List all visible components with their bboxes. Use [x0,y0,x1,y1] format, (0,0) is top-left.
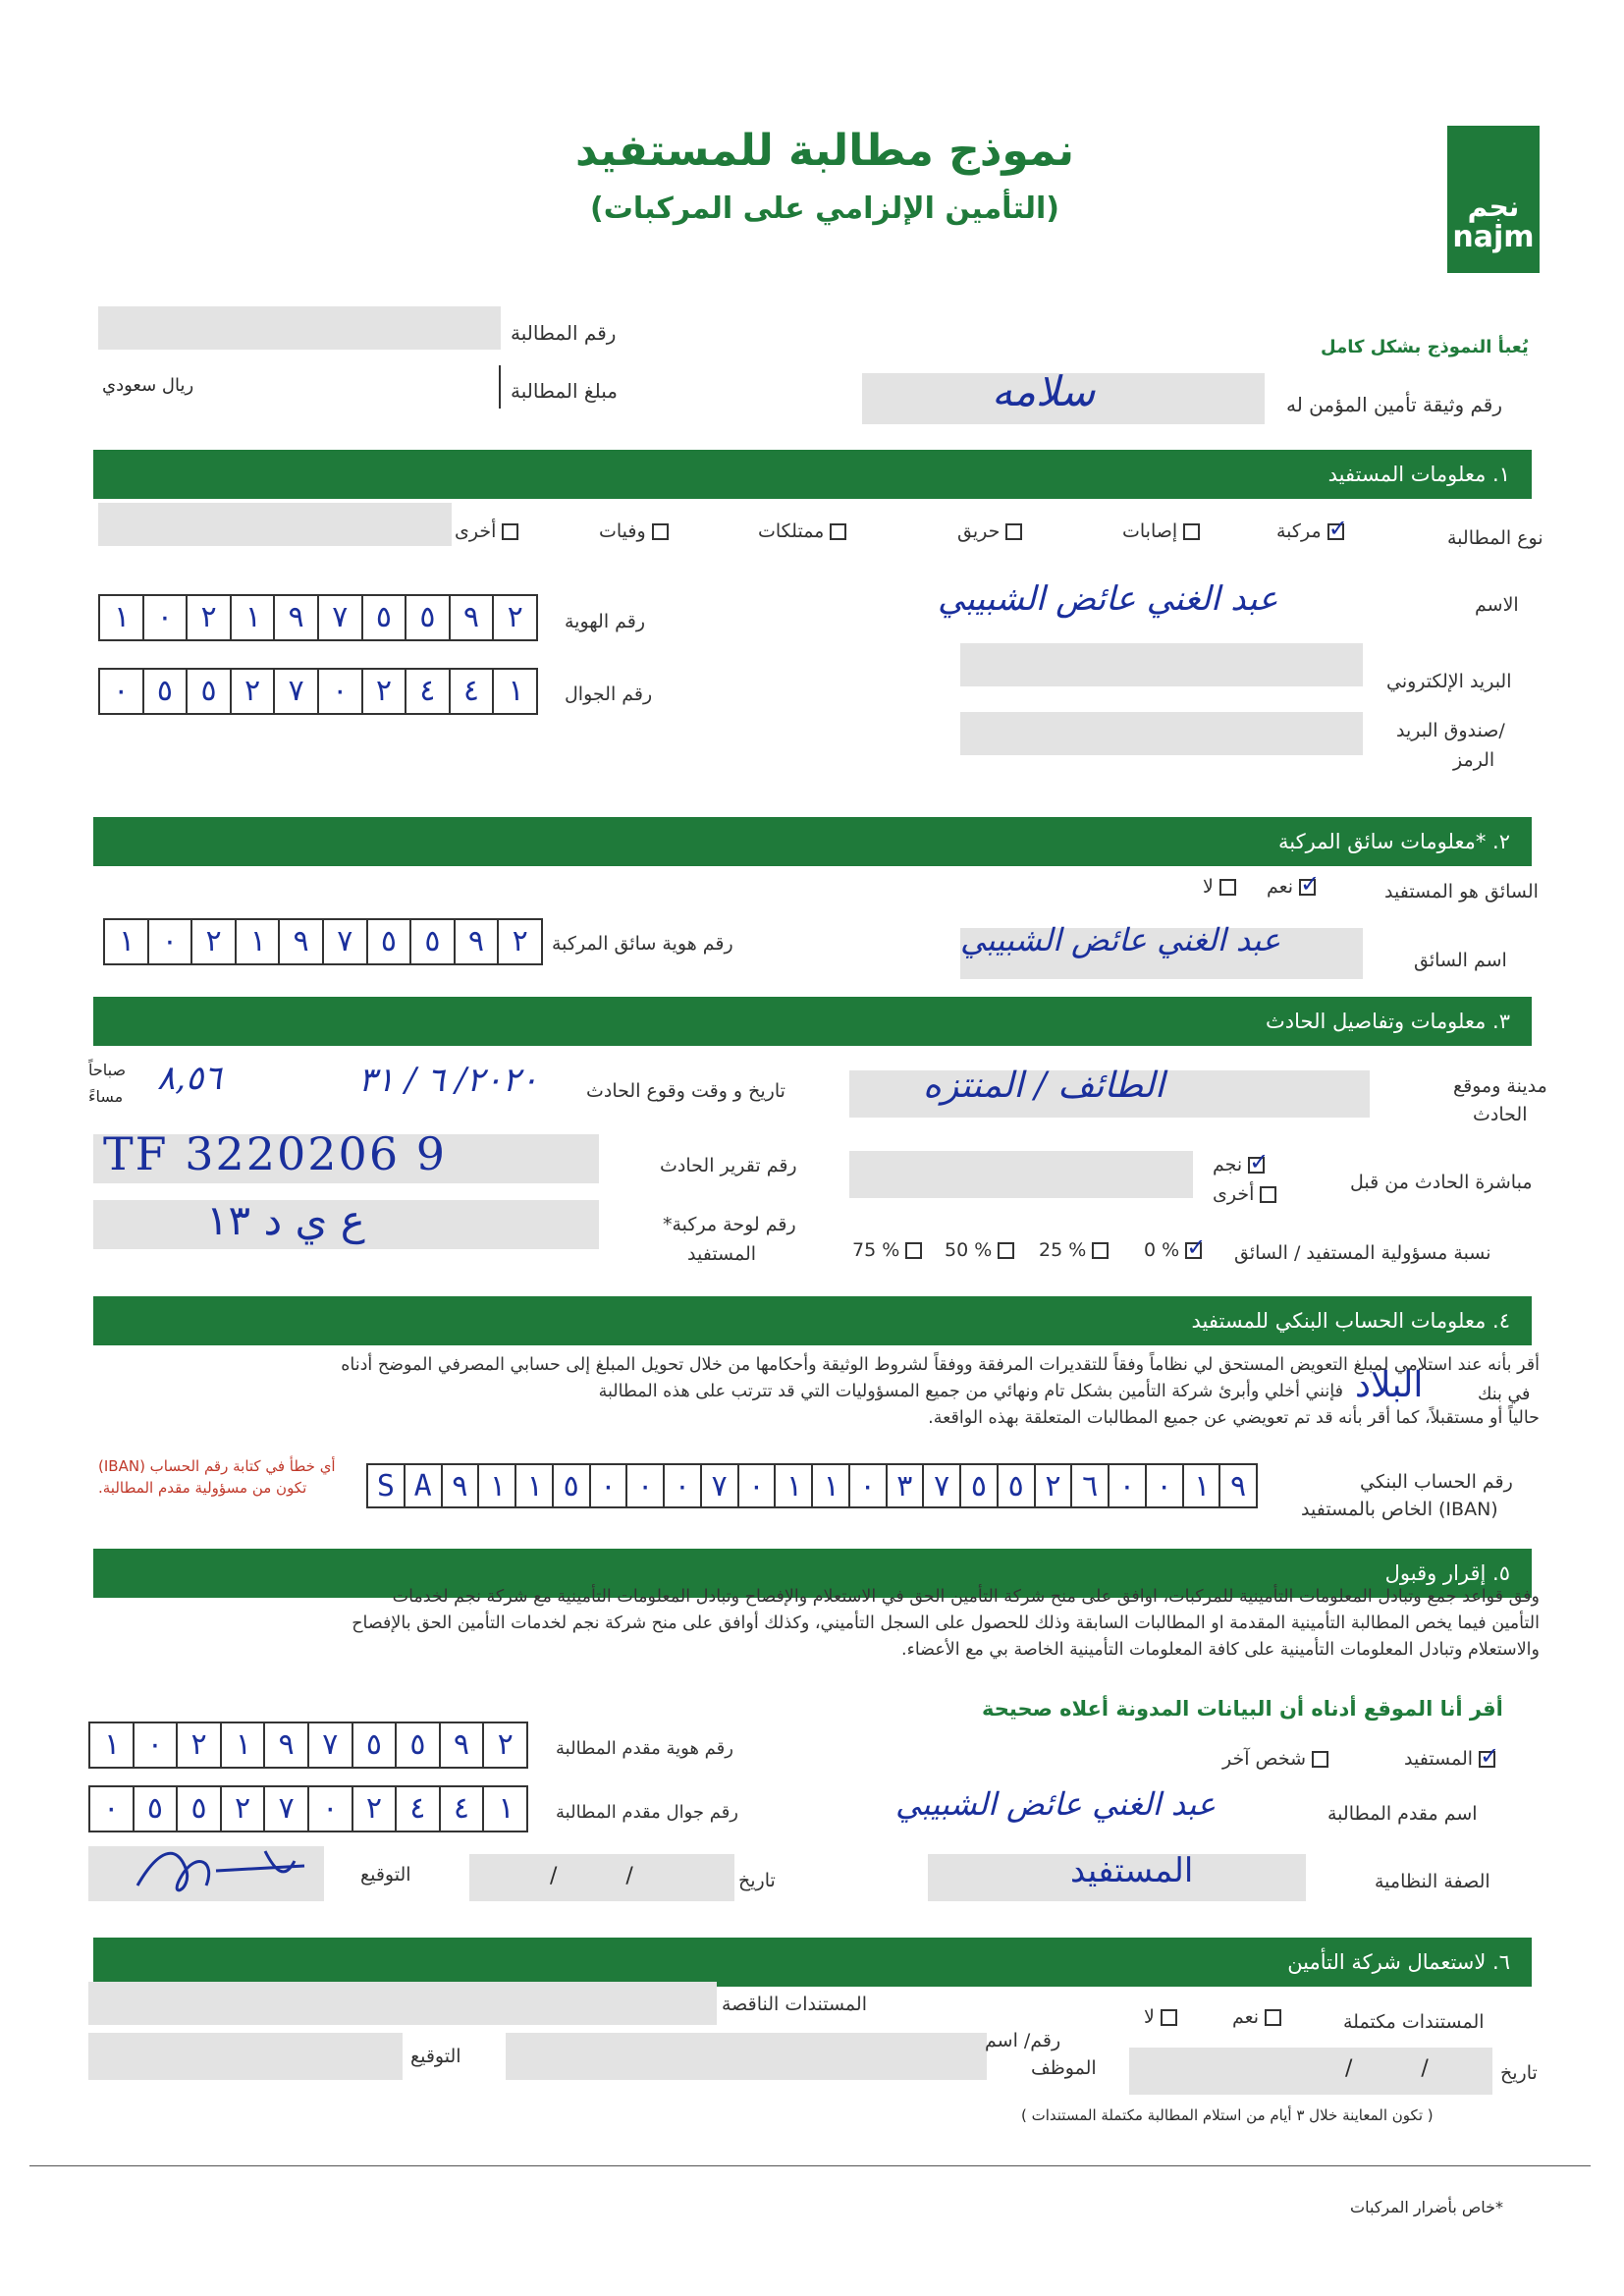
applicant-id-digit-cell[interactable]: ٢ [176,1723,220,1767]
driver-id-digit-cell[interactable]: ٢ [190,920,235,963]
iban-char-cell[interactable]: ٠ [625,1465,663,1506]
declarant-beneficiary-checkbox[interactable] [1479,1751,1495,1768]
pobox-field[interactable] [960,712,1363,755]
accident-city-value: الطائف / المنتزه [923,1066,1165,1106]
iban-char-cell[interactable]: ١ [774,1465,811,1506]
driver-id-label: رقم هوية سائق المركبة [552,933,733,955]
driver-yes-option[interactable] [1267,876,1316,898]
iban-char-cell[interactable]: ٠ [1108,1465,1145,1506]
insurer-signature-label: التوقيع [410,2046,461,2067]
checkbox-other[interactable] [502,523,518,540]
docs-no-label: لا [1144,2006,1155,2028]
consent-line2: التأمين فيما يخص المطالبة التأمينية المقدمة او المطالبات السابقة وذلك للحصول على السجل التأميني، وكذلك أوافق على منح شركة نجم لخدمات التأمين الحق بالإفصاح [352,1613,1540,1633]
claim-type-fire-label: حريق [957,520,1001,542]
report-number-value: TF 3220206 9 [103,1127,447,1180]
mobile-digit-cell[interactable]: ٠ [317,670,361,713]
iban-char-cell[interactable]: ٠ [1145,1465,1182,1506]
iban-warning2: تكون من مسؤولية مقدم المطالبة. [98,1479,307,1497]
accident-date-value: ٢٠٢٠/ ٦ / ٣١ [358,1061,539,1100]
driver-id-digit-cell[interactable]: ٩ [454,920,498,963]
driver-name-value: عبد الغني عائض الشبيبي [960,921,1281,958]
applicant-mobile-boxes[interactable] [88,1785,528,1832]
footer-divider [29,2165,1591,2166]
mobile-digit-cell[interactable]: ٠ [112,674,131,708]
applicant-date-slashes: / / [550,1864,633,1888]
mobile-digit-cell[interactable]: ٢ [230,670,274,713]
iban-warning1: أي خطأ في كتابة رقم الحساب (IBAN) [98,1457,336,1475]
iban-char-cell[interactable]: ٧ [700,1465,737,1506]
email-field[interactable] [960,643,1363,686]
declarant-other-checkbox[interactable] [1312,1751,1328,1768]
liability-25-checkbox[interactable] [1092,1242,1109,1259]
applicant-date-label: تاريخ [738,1870,776,1891]
checkbox-deaths[interactable] [652,523,669,540]
applicant-id-digit-cell[interactable]: ٩ [263,1723,307,1767]
liability-75-checkbox[interactable] [905,1242,922,1259]
handled-najm-label: نجم [1213,1154,1243,1175]
applicant-mobile-digit-cell[interactable]: ٠ [307,1787,352,1831]
claim-amount-box[interactable] [98,365,501,409]
page-subtitle: (التأمين الإلزامي على المركبات) [590,191,1059,226]
consent-line3: والاستعلام وتبادل المعلومات التأمينية على كافة المعلومات التأمينية الخاصة بي مع الأعضاء. [901,1640,1540,1660]
docs-no-option[interactable] [1144,2006,1177,2028]
section1-header: ١. معلومات المستفيد [93,450,1532,499]
iban-char-cell[interactable]: ٩ [1218,1465,1256,1506]
iban-label2: الخاص بالمستفيد (IBAN) [1301,1499,1498,1520]
iban-char-cell[interactable]: ٦ [1070,1465,1108,1506]
applicant-mobile-digit-cell[interactable]: ٧ [263,1787,307,1831]
handled-other-checkbox[interactable] [1260,1186,1276,1203]
page-title: نموذج مطالبة للمستفيد [574,126,1075,176]
driver-yes-checkbox[interactable] [1299,879,1316,896]
name-value: عبد الغني عائض الشبيبي [938,579,1278,619]
applicant-mobile-digit-cell[interactable]: ٠ [102,1791,121,1826]
applicant-mobile-digit-cell[interactable]: ٥ [176,1787,220,1831]
insurer-date-label: تاريخ [1500,2062,1538,2084]
declarant-other-option[interactable] [1222,1748,1328,1770]
email-label: البريد الإلكتروني [1386,671,1512,692]
claim-type-deaths-label: وفيات [599,520,646,542]
claim-amount-label: مبلغ المطالبة [511,379,618,403]
driver-yes-label: نعم [1267,876,1294,898]
bank-declaration-line3: فإنني أخلي وأبرئ شركة التأمين بشكل تام ونهائي من جميع المسؤوليات التي قد تترتب على هذه المطالبة [598,1382,1343,1401]
pm-label: مساءً [88,1087,124,1106]
applicant-mobile-digit-cell[interactable]: ١ [482,1787,526,1831]
iban-char-cell[interactable]: ٠ [663,1465,700,1506]
logo-latin-text: najm [1452,220,1535,254]
iban-label1: رقم الحساب البنكي [1360,1471,1513,1493]
mobile-digit-cell[interactable]: ٥ [186,670,230,713]
national-id-label: رقم الهوية [565,611,646,632]
claim-number-field[interactable] [98,306,501,350]
claim-type-label: نوع المطالبة [1447,527,1543,549]
claim-type-vehicle[interactable] [1276,520,1344,542]
national-id-boxes[interactable] [98,594,538,641]
instruction-text: يُعبأ النموذج بشكل كامل [1321,337,1529,357]
claim-type-property[interactable] [758,520,846,542]
driver-id-digit-cell[interactable]: ٧ [322,920,366,963]
footer-note: *خاص بأضرار المركبات [1350,2198,1503,2216]
applicant-id-digit-cell[interactable]: ١ [102,1727,121,1762]
accident-city-label1: مدينة وموقع [1453,1075,1547,1097]
applicant-signature-mark [128,1831,314,1914]
declaration-heading: أقر أنا الموقع أدناه أن البيانات المدونة أعلاه صحيحة [982,1697,1503,1721]
applicant-signature-label: التوقيع [360,1864,411,1886]
applicant-id-digit-cell[interactable]: ٥ [395,1723,439,1767]
declarant-beneficiary-label: المستفيد [1404,1748,1474,1770]
claim-type-other-field[interactable] [98,503,452,546]
applicant-mobile-label: رقم جوال مقدم المطالبة [556,1802,738,1823]
applicant-id-label: رقم هوية مقدم المطالبة [556,1738,733,1759]
iban-char-cell[interactable]: ٢ [1034,1465,1071,1506]
insurer-date-field[interactable] [1129,2048,1492,2095]
driver-no-checkbox[interactable] [1219,879,1236,896]
id-digit-cell[interactable]: ٥ [361,596,406,639]
mobile-boxes[interactable] [98,668,538,715]
bank-name-value: البلاد [1355,1365,1424,1405]
bank-declaration-line4: حالياً أو مستقبلاً، كما أقر بأنه قد تم تعويضي عن جميع المطالبات المتعلقة بهذه الواقعة. [928,1408,1540,1428]
applicant-id-boxes[interactable] [88,1722,528,1769]
driver-id-digit-cell[interactable]: ٥ [409,920,454,963]
iban-char-cell[interactable]: ٥ [552,1465,589,1506]
iban-char-cell[interactable]: S [376,1469,395,1503]
am-label: صباحاً [88,1061,127,1079]
id-digit-cell[interactable]: ٠ [142,596,187,639]
docs-yes-checkbox[interactable] [1265,2009,1281,2026]
id-digit-cell[interactable]: ٩ [449,596,493,639]
docs-no-checkbox[interactable] [1161,2009,1177,2026]
claim-number-label: رقم المطالبة [511,321,617,345]
driver-id-digit-cell[interactable]: ١ [235,920,279,963]
driver-is-beneficiary-label: السائق هو المستفيد [1384,881,1539,902]
consent-line1: وفق قواعد جمع وتبادل المعلومات التأمينية للمركبات، اوافق على منح شركة التأمين الحق في الاستعلام والإفصاح وتبادل المعلومات التأمينية مع شركة نجم لخدمات [392,1587,1540,1607]
liability-50-option[interactable] [945,1239,1014,1261]
logo-arabic-text: نجم [1467,191,1520,223]
applicant-id-digit-cell[interactable]: ٩ [439,1723,483,1767]
liability-25-option[interactable] [1039,1239,1109,1261]
handled-najm-option[interactable] [1213,1154,1265,1175]
name-label: الاسم [1475,594,1519,616]
section3-header: ٣. معلومات وتفاصيل الحادث [93,997,1532,1046]
employee-label1: رقم/ اسم [985,2030,1061,2051]
id-digit-cell[interactable]: ٥ [405,596,449,639]
employee-label2: الموظف [1031,2057,1097,2079]
mobile-digit-cell[interactable]: ١ [492,670,536,713]
claim-type-vehicle-label: مركبة [1276,520,1322,542]
najm-logo [1447,126,1540,273]
driver-id-digit-cell[interactable]: ٠ [147,920,191,963]
applicant-id-digit-cell[interactable]: ٥ [352,1723,396,1767]
handled-other-option[interactable] [1213,1183,1276,1205]
applicant-mobile-digit-cell[interactable]: ٤ [395,1787,439,1831]
applicant-id-digit-cell[interactable]: ٧ [307,1723,352,1767]
applicant-name-label: اسم مقدم المطالبة [1327,1803,1478,1825]
driver-no-label: لا [1203,876,1214,898]
iban-char-cell[interactable]: ١ [514,1465,552,1506]
liability-label: نسبة مسؤولية المستفيد / السائق [1234,1242,1491,1264]
accident-time-value: ٨,٥٦ [157,1059,222,1098]
plate-label2: المستفيد [687,1243,757,1265]
docs-complete-label: المستندات مكتملة [1343,2011,1485,2033]
iban-char-cell[interactable]: ٣ [886,1465,923,1506]
policy-number-value: سلامه [992,367,1096,415]
accident-datetime-label: تاريخ و وقت وقوع الحادث [586,1080,785,1102]
mobile-digit-cell[interactable]: ٢ [361,670,406,713]
declarant-other-label: شخص آخر [1222,1748,1307,1770]
section5-header: ٥. إقرار وقبول [93,1549,1532,1598]
handled-by-field[interactable] [849,1151,1193,1198]
insurer-signature-field[interactable] [88,2033,403,2080]
missing-docs-field[interactable] [88,1982,717,2025]
iban-char-cell[interactable]: ٥ [997,1465,1034,1506]
id-digit-cell[interactable]: ١ [230,596,274,639]
claim-type-other-label: أخرى [455,520,497,542]
id-digit-cell[interactable]: ٧ [317,596,361,639]
liability-50-label: 50 % [945,1239,993,1261]
claim-type-other[interactable] [455,520,518,542]
driver-id-digit-cell[interactable]: ٩ [278,920,322,963]
iban-char-cell[interactable]: ١ [811,1465,848,1506]
id-digit-cell[interactable]: ١ [112,600,131,634]
claim-type-property-label: ممتلكات [758,520,825,542]
id-digit-cell[interactable]: ٢ [492,596,536,639]
checkbox-fire[interactable] [1005,523,1022,540]
iban-char-cell[interactable]: ٧ [922,1465,959,1506]
mobile-digit-cell[interactable]: ٤ [449,670,493,713]
pobox-label: صندوق البريد/ [1396,720,1505,741]
currency-label: ريال سعودي [102,375,194,396]
section4-header: ٤. معلومات الحساب البنكي للمستفيد [93,1296,1532,1345]
checkbox-injuries[interactable] [1183,523,1200,540]
claim-type-deaths[interactable] [599,520,669,542]
iban-char-cell[interactable]: ٩ [441,1465,478,1506]
applicant-mobile-digit-cell[interactable]: ٥ [133,1787,177,1831]
driver-id-digit-cell[interactable]: ٢ [497,920,541,963]
mobile-label: رقم الجوال [565,683,653,705]
handled-other-label: أخرى [1213,1183,1255,1205]
liability-50-checkbox[interactable] [998,1242,1014,1259]
mobile-digit-cell[interactable]: ٤ [405,670,449,713]
driver-id-digit-cell[interactable]: ٥ [366,920,410,963]
bank-declaration-prefix: في بنك [1478,1385,1531,1404]
report-number-label: رقم تقرير الحادث [660,1155,797,1176]
checkbox-property[interactable] [830,523,846,540]
liability-25-label: 25 % [1039,1239,1087,1261]
liability-75-label: 75 % [852,1239,900,1261]
docs-yes-label: نعم [1232,2006,1260,2028]
applicant-mobile-digit-cell[interactable]: ٢ [220,1787,264,1831]
claim-type-injuries-label: إصابات [1122,520,1178,542]
applicant-id-digit-cell[interactable]: ٠ [133,1723,177,1767]
driver-id-digit-cell[interactable]: ١ [117,924,135,958]
missing-docs-label: المستندات الناقصة [722,1994,867,2015]
id-digit-cell[interactable]: ٩ [273,596,317,639]
applicant-id-digit-cell[interactable]: ١ [220,1723,264,1767]
checkbox-vehicle[interactable] [1327,523,1344,540]
id-digit-cell[interactable]: ٢ [186,596,230,639]
handled-najm-checkbox[interactable] [1248,1157,1265,1174]
liability-75-option[interactable] [852,1239,922,1261]
applicant-mobile-digit-cell[interactable]: ٢ [352,1787,396,1831]
iban-char-cell[interactable]: ٠ [737,1465,775,1506]
liability-0-checkbox[interactable] [1185,1242,1202,1259]
driver-name-label: اسم السائق [1414,950,1507,971]
iban-char-cell[interactable]: ١ [1182,1465,1219,1506]
driver-id-boxes[interactable] [103,918,543,965]
iban-char-cell[interactable]: A [404,1465,441,1506]
applicant-id-digit-cell[interactable]: ٢ [482,1723,526,1767]
accident-city-label2: الحادث [1473,1104,1528,1125]
plate-value: ع ي د ١٣ [206,1196,365,1244]
claim-type-injuries[interactable] [1122,520,1200,542]
applicant-name-value: عبد الغني عائض الشبيبي [895,1785,1217,1823]
capacity-label: الصفة النظامية [1375,1871,1490,1892]
capacity-value: المستفيد [1070,1851,1194,1890]
applicant-mobile-digit-cell[interactable]: ٤ [439,1787,483,1831]
handled-by-label: مباشرة الحادث من قبل [1350,1172,1533,1193]
section6-header: ٦. لاستعمال شركة التأمين [93,1938,1532,1987]
claim-type-fire[interactable] [957,520,1022,542]
plate-label1: *رقم لوحة مركبة [663,1214,796,1235]
liability-0-label: 0 % [1144,1239,1180,1261]
inspection-note: ( تكون المعاينة خلال ٣ أيام من استلام المطالبة مكتملة المستندات ) [1021,2106,1434,2124]
docs-yes-option[interactable] [1232,2006,1281,2028]
bank-declaration-line1: أقر بأنه عند استلامي لمبلغ التعويض المستحق لي نظاماً وفقاً للتقديرات المرفقة ووفقاً لشروط الوثيقة وأحكامها من خلال تحويل المبلغ إلى حسابي المصرفي الموضح أدناه [341,1355,1540,1375]
employee-field[interactable] [506,2033,987,2080]
iban-char-cell[interactable]: ٥ [959,1465,997,1506]
zip-label: الرمز [1453,749,1495,771]
liability-0-option[interactable] [1144,1239,1202,1261]
mobile-digit-cell[interactable]: ٧ [273,670,317,713]
iban-char-cell[interactable]: ٠ [848,1465,886,1506]
driver-no-option[interactable] [1203,876,1236,898]
mobile-digit-cell[interactable]: ٥ [142,670,187,713]
policy-number-label: رقم وثيقة تأمين المؤمن له [1286,393,1502,416]
insurer-date-slashes: / / [1345,2056,1429,2081]
declarant-beneficiary-option[interactable] [1404,1748,1495,1770]
iban-boxes[interactable] [366,1463,1258,1508]
iban-char-cell[interactable]: ١ [477,1465,514,1506]
iban-char-cell[interactable]: ٠ [589,1465,626,1506]
section2-header: ٢. *معلومات سائق المركبة [93,817,1532,866]
